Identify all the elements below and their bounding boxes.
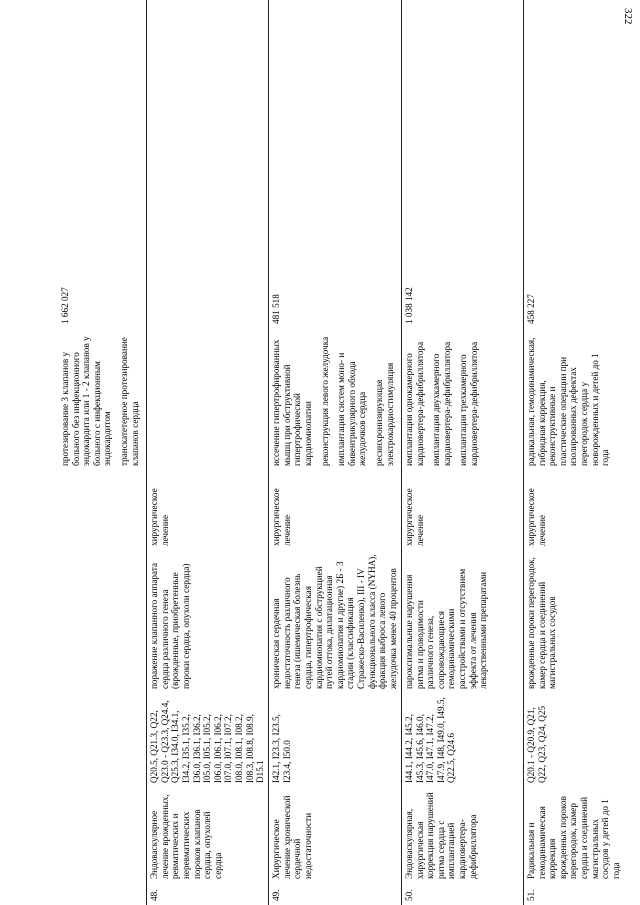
continuation-row [0, 0, 147, 905]
row-number: 49. [269, 883, 402, 905]
method-item: имплантация систем моно- и бивентрикулярного обхода желудочков сердца [336, 352, 368, 466]
row-methods [402, 332, 524, 470]
row-codes: Q20.5, Q21.3, Q22, Q23.0 - Q23.3, Q24.4, Q25.3, I34.0, I34.1, I34.2, I35.1, I35.2, I36.0, I36.1, I36.2, I05.0, I05.1, I05.2, I06.0, I06.1, I06.2, I07.0, I07.1, I07.2, I08.0, I08.1, I08.2, I08.3, I08.8, I08.9, D15.1 [147, 693, 269, 787]
row-cost [147, 0, 269, 332]
continuation-methods [0, 332, 147, 470]
method-item: иссечение гипертрофированных мышц при обструктивной гипертрофической кардиомиопатии [271, 339, 313, 466]
method-item: реконструкция левого желудочка [319, 336, 330, 466]
table-row [402, 0, 524, 905]
row-model: хроническая сердечная недостаточность различного генеза (ишемическая болезнь сердца, гипертрофическая кардиомиопатия с обструкцией путей оттока, дилатационная кардиомиопатия и другие) 2Б - 3 стадии (классификация Стражеско-Василенко), III - IV функционального класса (NYHA), фракция выброса левого желудочка менее 40 процентов [269, 550, 402, 693]
row-treatment: хирургическое лечение [147, 470, 269, 550]
row-model: пароксизмальные нарушения ритма и проводимости различного генеза, сопровождающиеся гемодинамическими расстройствами и отсутствием эффекта от лечения лекарственными препаратами [402, 550, 524, 693]
table-row [524, 0, 640, 905]
row-model: поражение клапанного аппарата сердца различного генеза (врожденные, приобретенные пороки сердца, опухоли сердца) [147, 550, 269, 693]
row-codes: I44.1, I44.2, I45.2, I45.3, I45.6, I46.0, I47.0, I47.1, I47.2, I47.9, I48, I49.0, I49.5, Q22.5, Q24.6 [402, 693, 524, 787]
row-cost: 458 227 [524, 0, 640, 332]
row-codes: Q20.1 - Q20.9, Q21, Q22, Q23, Q24, Q25 [524, 693, 640, 787]
row-methods [147, 332, 269, 470]
continuation-method: протезирование 3 клапанов у больного без инфекционного эндокардита или 1 - 2 клапанов у больного с инфекционным эндокардитом [60, 336, 113, 466]
method-item: имплантация трехкамерного кардиовертера-дефибриллятора [458, 341, 480, 466]
row-codes: I42.1, I23.3, I23.5, I23.4, I50.0 [269, 693, 402, 787]
row-number: 50. [402, 883, 524, 905]
row-number: 48. [147, 883, 269, 905]
method-item: имплантация однокамерного кардиовертера-дефибриллятора [404, 341, 425, 466]
row-treatment: хирургическое лечение [269, 470, 402, 550]
table-row [269, 0, 402, 905]
row-name: Радикальная и гемодинамическая коррекция врожденных пороков перегородок, камер сердца и соединений магистральных сосудов у детей до 1 года [524, 787, 640, 883]
page-number: 322 [622, 8, 634, 25]
continuation-method: транскатетерное протезирование клапанов сердца [118, 337, 140, 466]
row-methods [524, 332, 640, 470]
row-name: Эндоваскулярная, хирургическая коррекция нарушений ритма сердца с имплантацией кардиовертера-дефибриллятора [402, 787, 524, 883]
row-name: Эндоваскулярное лечение врожденных, ревматических и неревматических пороков клапанов сердца, опухолей сердца [147, 787, 269, 883]
row-treatment: хирургическое лечение [524, 470, 640, 550]
row-model: врожденные пороки перегородок, камер сердца и соединений магистральных сосудов [524, 550, 640, 693]
row-cost: 1 038 142 [402, 0, 524, 332]
row-treatment: хирургическое лечение [402, 470, 524, 550]
method-item: радикальная, гемодинамическая, гибридная коррекция, реконструктивные и пластические операции при изолированных дефектах перегородок сердца у новорожденных и детей до 1 года [526, 337, 611, 466]
row-methods [269, 332, 402, 470]
method-item: имплантация двухкамерного кардиовертера-дефибриллятора [431, 341, 452, 466]
row-name: Хирургическое лечение хронической сердечной недостаточности [269, 787, 402, 883]
method-item: ресинхронизирующая электрокардиостимуляция [373, 362, 395, 466]
row-number: 51. [524, 883, 640, 905]
row-cost: 481 518 [269, 0, 402, 332]
continuation-cost: 1 662 027 [60, 287, 70, 324]
table-row [147, 0, 269, 905]
